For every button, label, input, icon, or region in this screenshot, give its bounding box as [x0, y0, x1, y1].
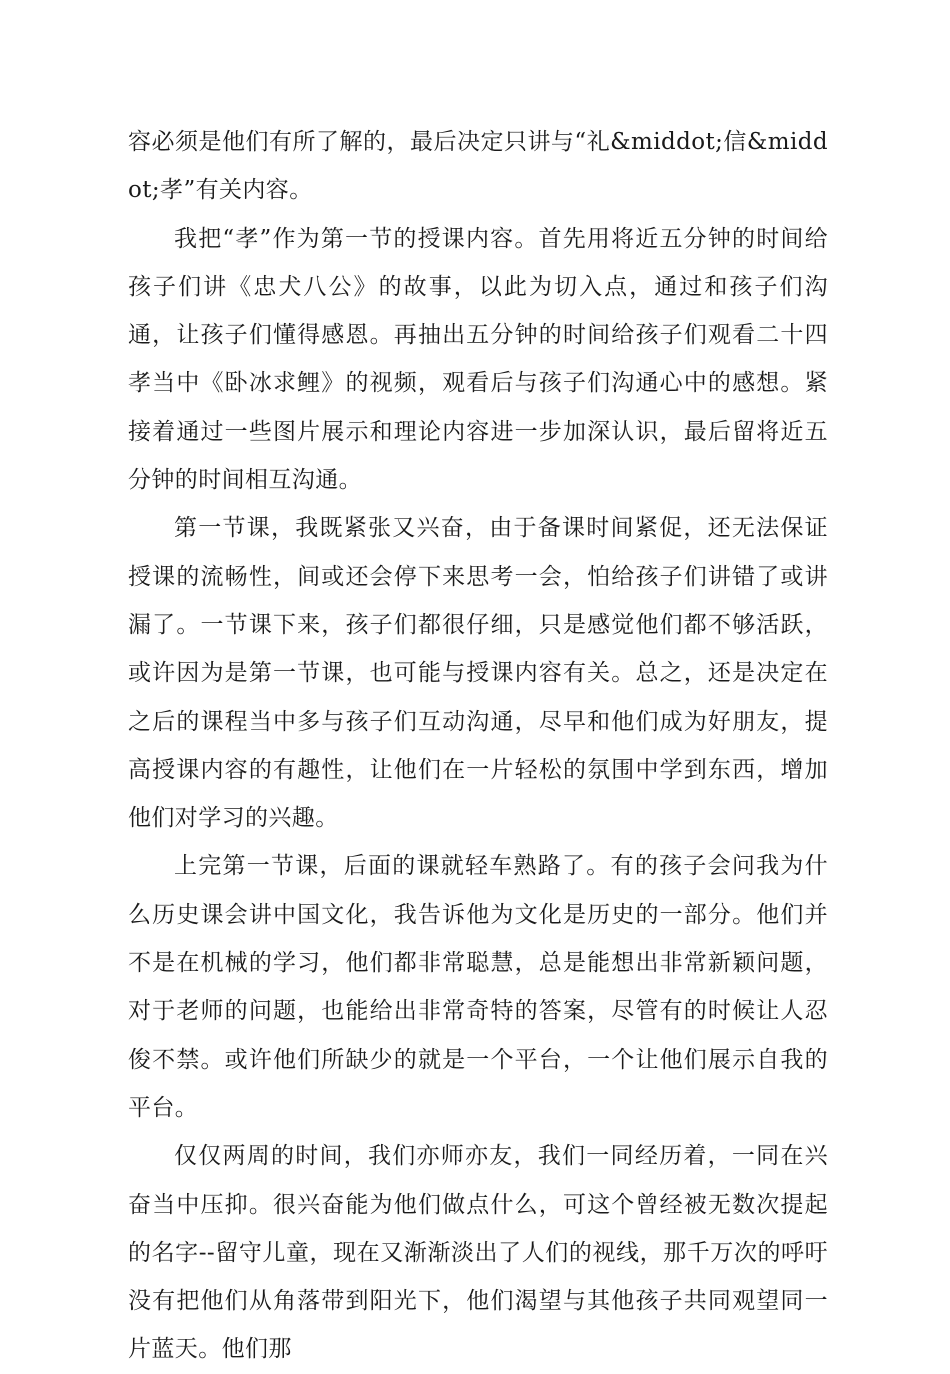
document-body: [128, 118, 828, 1374]
paragraph: 第一节课，我既紧张又兴奋，由于备课时间紧促，还无法保证授课的流畅性，间或还会停下来思考一会，怕给孩子们讲错了或讲漏了。一节课下来，孩子们都很仔细，只是感觉他们都不够活跃，或许因为是第一节课，也可能与授课内容有关。总之，还是决定在之后的课程当中多与孩子们互动沟通，尽早和他们成为好朋友，提高授课内容的有趣性，让他们在一片轻松的氛围中学到东西，增加他们对学习的兴趣。: [128, 515, 828, 832]
paragraph: 上完第一节课，后面的课就轻车熟路了。有的孩子会问我为什么历史课会讲中国文化，我告诉他为文化是历史的一部分。他们并不是在机械的学习，他们都非常聪慧，总是能想出非常新颖问题，对于老师的问题，也能给出非常奇特的答案，尽管有的时候让人忍俊不禁。或许他们所缺少的就是一个平台，一个让他们展示自我的平台。: [128, 853, 828, 1121]
paragraph-continued: 容必须是他们有所了解的，最后决定只讲与“礼&middot;信&middot;孝”有关内容。: [128, 129, 828, 204]
paragraph: 我把“孝”作为第一节的授课内容。首先用将近五分钟的时间给孩子们讲《忠犬八公》的故事，以此为切入点，通过和孩子们沟通，让孩子们懂得感恩。再抽出五分钟的时间给孩子们观看二十四孝当中《卧冰求鲤》的视频，观看后与孩子们沟通心中的感想。紧接着通过一些图片展示和理论内容进一步加深认识，最后留将近五分钟的时间相互沟通。: [128, 225, 828, 494]
paragraph: 仅仅两周的时间，我们亦师亦友，我们一同经历着，一同在兴奋当中压抑。很兴奋能为他们做点什么，可这个曾经被无数次提起的名字--留守儿童，现在又渐渐淡出了人们的视线，那千万次的呼吁没有把他们从角落带到阳光下，他们渴望与其他孩子共同观望同一片蓝天。他们那: [128, 1143, 828, 1363]
